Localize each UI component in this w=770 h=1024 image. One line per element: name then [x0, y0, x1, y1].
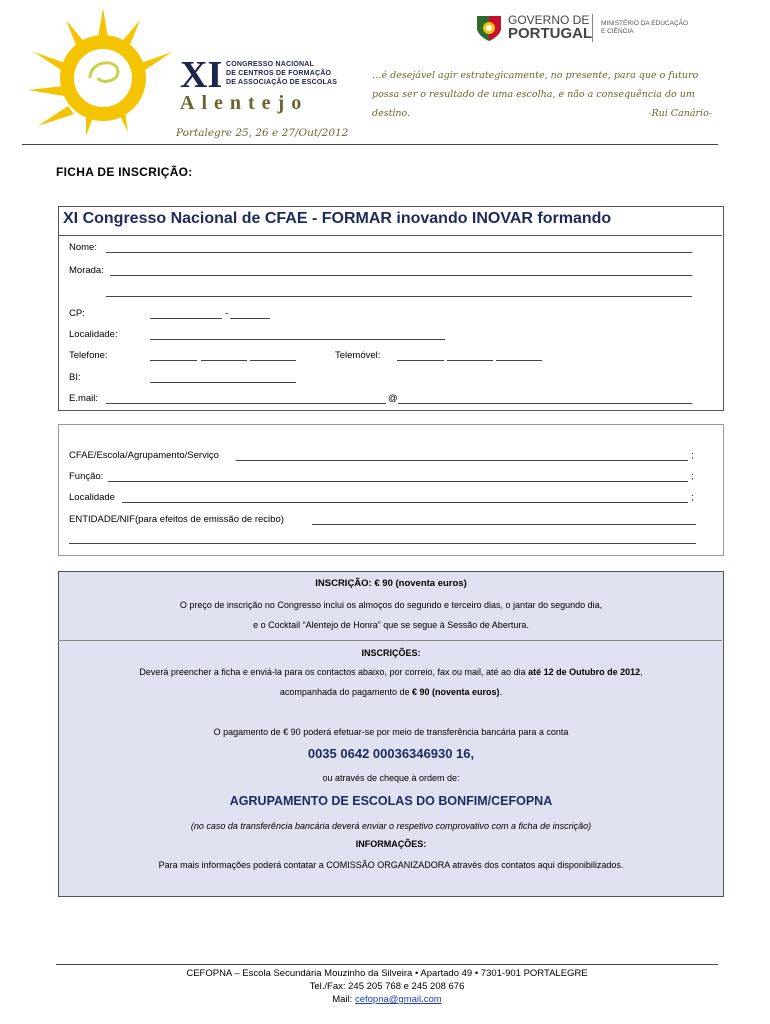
- locality-semicolon: ;: [691, 492, 694, 503]
- cheque-instructions: ou através de cheque à ordem de:: [322, 773, 460, 783]
- header-divider: [22, 144, 718, 145]
- personal-data-section: [58, 206, 724, 411]
- id-card-label: BI:: [69, 372, 81, 383]
- mobile-field-1[interactable]: [397, 360, 444, 361]
- institution-locality-label: Localidade: [69, 492, 115, 503]
- congress-logo-lines: CONGRESSO NACIONAL DE CENTROS DE FORMAÇÃO DE ASSOCIAÇÃO DE ESCOLAS: [226, 61, 338, 86]
- name-field[interactable]: [106, 252, 692, 253]
- xi-logo-number: XI: [180, 54, 223, 96]
- entity-nif-field[interactable]: [312, 524, 696, 525]
- quote-author: -Rui Canário-: [648, 108, 712, 119]
- footer-phone: Tel./Fax: 245 205 768 e 245 208 676: [309, 981, 465, 992]
- event-dates: Portalegre 25, 26 e 27/Out/2012: [176, 127, 349, 139]
- locality-label: Localidade:: [69, 329, 118, 340]
- registrations-heading: INSCRIÇÕES:: [361, 648, 421, 658]
- email-link[interactable]: cefopna@gmail.com: [354, 994, 442, 1005]
- information-text: Para mais informações poderá contatar a COMISSÃO ORGANIZADORA através dos contatos aqui disponibilizados.: [158, 860, 624, 870]
- id-card-field[interactable]: [150, 382, 296, 383]
- postal-code-field-2[interactable]: [230, 318, 270, 319]
- footer-divider: [56, 964, 718, 965]
- bank-account: 0035 0642 00036346930 16,: [307, 746, 475, 761]
- role-field[interactable]: [108, 481, 688, 482]
- postal-code-label: CP:: [69, 308, 85, 319]
- phone-field-2[interactable]: [201, 360, 247, 361]
- email-label: E.mail:: [69, 393, 99, 404]
- transfer-instructions: O pagamento de € 90 poderá efetuar-se por meio de transferência bancária para a conta: [213, 727, 569, 737]
- transfer-proof-note: (no caso da transferência bancária deverá enviar o respetivo comprovativo com a ficha de inscrição): [190, 821, 592, 831]
- payee-name: AGRUPAMENTO DE ESCOLAS DO BONFIM/CEFOPNA: [229, 794, 553, 808]
- institution-locality-field[interactable]: [122, 502, 688, 503]
- information-divider: [58, 640, 722, 641]
- email-domain-field[interactable]: [398, 403, 692, 404]
- role-label: Função:: [69, 471, 104, 482]
- entity-nif-label: ENTIDADE/NIF(para efeitos de emissão de recibo): [69, 514, 284, 525]
- price-description-1: O preço de inscrição no Congresso inclui os almoços do segundo e terceiro dias, o jantar do segundo dia,: [179, 600, 603, 610]
- role-semicolon: ;: [691, 471, 694, 482]
- region-name: Alentejo: [180, 92, 309, 114]
- sun-logo-icon: [28, 8, 178, 138]
- institution-label: CFAE/Escola/Agrupamento/Serviço: [69, 450, 219, 461]
- name-label: Nome:: [69, 242, 97, 253]
- phone-field-3[interactable]: [250, 360, 296, 361]
- address-label: Morada:: [69, 265, 104, 276]
- price-description-2: e o Cocktail “Alentejo de Honra” que se segue à Sessão de Abertura.: [253, 620, 529, 630]
- government-label-top: GOVERNO DE: [508, 13, 590, 27]
- postal-code-field-1[interactable]: [150, 318, 222, 319]
- entity-nif-field-line-2[interactable]: [69, 543, 696, 544]
- email-at-sign: @: [388, 393, 398, 404]
- mobile-label: Telemóvel:: [335, 350, 381, 361]
- phone-field-1[interactable]: [150, 360, 197, 361]
- mobile-field-2[interactable]: [447, 360, 493, 361]
- locality-field[interactable]: [150, 339, 445, 340]
- government-label-bottom: PORTUGAL: [508, 25, 593, 42]
- mobile-field-3[interactable]: [496, 360, 542, 361]
- congress-title: XI Congresso Nacional de CFAE - FORMAR inovando INOVAR formando: [63, 210, 612, 227]
- portugal-shield-icon: [475, 12, 503, 42]
- ministry-divider: [592, 14, 593, 42]
- postal-code-dash: -: [225, 308, 229, 319]
- address-field[interactable]: [110, 275, 692, 276]
- information-heading: INFORMAÇÕES:: [355, 839, 427, 849]
- address-field-line-2[interactable]: [106, 296, 692, 297]
- institution-semicolon: ;: [691, 450, 694, 461]
- form-title: FICHA DE INSCRIÇÃO:: [56, 165, 193, 179]
- institution-field[interactable]: [236, 460, 688, 461]
- header-quote: …é desejável agir estrategicamente, no presente, para que o futuro possa ser o resultado de uma escolha, e não a consequência do um destino.: [372, 70, 699, 119]
- ministry-label: MINISTÉRIO DA EDUCAÇÃO E CIÊNCIA: [601, 20, 689, 35]
- registration-price: INSCRIÇÃO: € 90 (noventa euros): [315, 578, 467, 589]
- footer-mail: Mail: cefopna@gmail.com: [332, 994, 442, 1005]
- phone-label: Telefone:: [69, 350, 108, 361]
- email-user-field[interactable]: [106, 403, 386, 404]
- institution-section: [58, 424, 724, 556]
- payment-requirement: acompanhada do pagamento de € 90 (noventa euros).: [279, 687, 503, 697]
- registrations-instructions: Deverá preencher a ficha e enviá-la para os contactos abaixo, por correio, fax ou mail, até ao dia até 12 de Outubro de 2012,: [139, 667, 643, 677]
- footer-address: CEFOPNA – Escola Secundária Mouzinho da Silveira • Apartado 49 • 7301-901 PORTALEGRE: [186, 968, 588, 979]
